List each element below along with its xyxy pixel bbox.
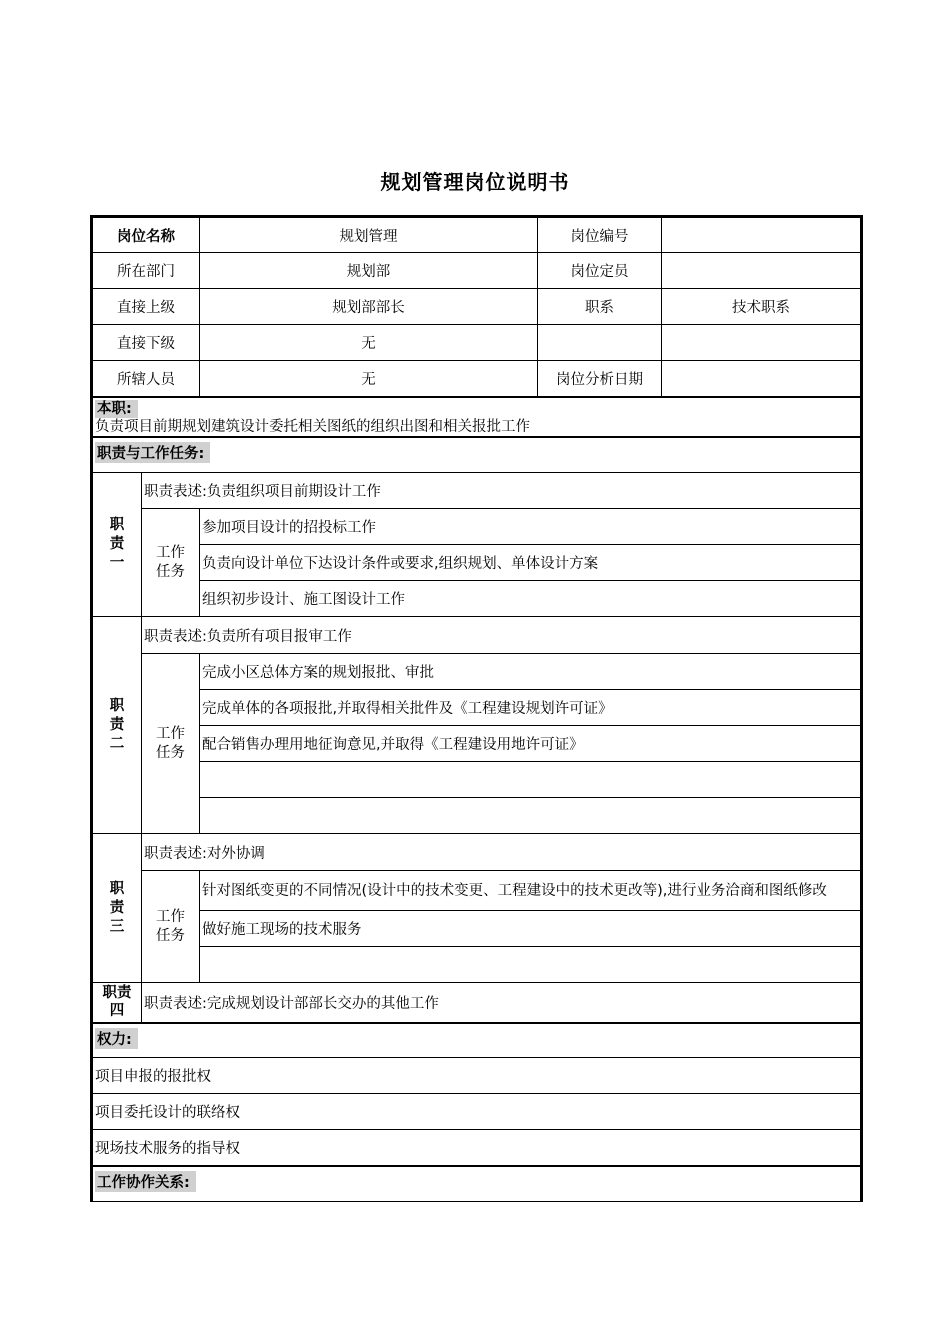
position-code-label: 岗位编号: [538, 217, 662, 253]
basic-duty-row: [92, 397, 862, 437]
duty-2-task-1: 完成小区总体方案的规划报批、审批: [200, 654, 862, 690]
authority-row: [92, 1130, 862, 1166]
task-label-text: 工作任务: [156, 908, 185, 944]
task-label-text: 工作任务: [156, 544, 185, 580]
responsibilities-header-row: [92, 437, 862, 473]
duty-2-task-4: [200, 762, 862, 798]
duty-1-task-3: 组织初步设计、施工图设计工作: [200, 581, 862, 617]
duty-3-task-1: 针对图纸变更的不同情况(设计中的技术变更、工程建设中的技术更改等),进行业务洽商和图纸修改: [200, 871, 862, 911]
duty-2-label: [92, 617, 142, 834]
duty-4-label: [92, 983, 142, 1023]
task-row: [92, 654, 862, 690]
task-row: [92, 947, 862, 983]
basic-duty-text: 负责项目前期规划建筑设计委托相关图纸的组织出图和相关报批工作: [95, 418, 530, 435]
info-row: [92, 289, 862, 325]
duty-3-desc: 职责表述:对外协调: [142, 834, 862, 871]
task-label-text: 工作任务: [156, 725, 185, 761]
authority-item-3: 现场技术服务的指导权: [92, 1130, 862, 1166]
duty-3-task-2: 做好施工现场的技术服务: [200, 911, 862, 947]
staff-value: 无: [200, 361, 538, 397]
task-row: [92, 509, 862, 545]
position-name-label: 岗位名称: [92, 217, 200, 253]
duty-2-desc: 职责表述:负责所有项目报审工作: [142, 617, 862, 654]
task-row: [92, 911, 862, 947]
task-row: [92, 798, 862, 834]
duty-1-label: [92, 473, 142, 617]
duty-desc-row: [92, 834, 862, 871]
job-description-form: [90, 215, 863, 1202]
task-row: [92, 581, 862, 617]
direct-subordinate-value: 无: [200, 325, 538, 361]
duty-desc-row: [92, 617, 862, 654]
position-name-value: 规划管理: [200, 217, 538, 253]
authority-item-1: 项目申报的报批权: [92, 1058, 862, 1094]
info-row: [92, 361, 862, 397]
duty-4-desc: 职责表述:完成规划设计部部长交办的其他工作: [142, 983, 862, 1023]
department-value: 规划部: [200, 253, 538, 289]
analysis-date-value: [662, 361, 862, 397]
direct-subordinate-label: 直接下级: [92, 325, 200, 361]
duty-2-task-3: 配合销售办理用地征询意见,并取得《工程建设用地许可证》: [200, 726, 862, 762]
duty-3-label: [92, 834, 142, 983]
headcount-value: [662, 253, 862, 289]
duty-3-label-text: 职责三: [109, 880, 125, 935]
basic-duty-label: 本职:: [95, 400, 138, 418]
analysis-date-label: 岗位分析日期: [538, 361, 662, 397]
duty-3-task-label: [142, 871, 200, 983]
duty-1-label-text: 职责一: [109, 517, 125, 571]
job-family-value: 技术职系: [662, 289, 862, 325]
authority-item-2: 项目委托设计的联络权: [92, 1094, 862, 1130]
direct-superior-label: 直接上级: [92, 289, 200, 325]
duty-1-task-1: 参加项目设计的招投标工作: [200, 509, 862, 545]
task-row: [92, 545, 862, 581]
duty-desc-row: [92, 473, 862, 509]
document-title: 规划管理岗位说明书: [380, 170, 570, 194]
duty-desc-row: [92, 983, 862, 1023]
duty-1-desc: 职责表述:负责组织项目前期设计工作: [142, 473, 862, 509]
task-row: [92, 690, 862, 726]
duty-1-task-2: 负责向设计单位下达设计条件或要求,组织规划、单体设计方案: [200, 545, 862, 581]
info-row: [92, 325, 862, 361]
task-row: [92, 871, 862, 911]
task-row: [92, 762, 862, 798]
relations-label: 工作协作关系:: [95, 1171, 196, 1192]
info-row: [92, 253, 862, 289]
department-label: 所在部门: [92, 253, 200, 289]
direct-superior-value: 规划部部长: [200, 289, 538, 325]
authority-row: [92, 1094, 862, 1130]
task-row: [92, 726, 862, 762]
responsibilities-label: 职责与工作任务:: [95, 442, 210, 463]
staff-label: 所辖人员: [92, 361, 200, 397]
duty-3-task-3: [200, 947, 862, 983]
duty-4-label-text: 职责四: [102, 985, 132, 1020]
info-row: [92, 217, 862, 253]
authority-label: 权力:: [95, 1028, 138, 1049]
duty-2-task-2: 完成单体的各项报批,并取得相关批件及《工程建设规划许可证》: [200, 690, 862, 726]
authority-header-row: [92, 1023, 862, 1058]
duty-2-task-5: [200, 798, 862, 834]
duty-2-label-text: 职责二: [109, 697, 125, 752]
empty-label-cell: [538, 325, 662, 361]
empty-value-cell: [662, 325, 862, 361]
duty-2-task-label: [142, 654, 200, 834]
position-code-value: [662, 217, 862, 253]
relations-header-row: [92, 1166, 862, 1202]
authority-row: [92, 1058, 862, 1094]
duty-1-task-label: [142, 509, 200, 617]
job-family-label: 职系: [538, 289, 662, 325]
headcount-label: 岗位定员: [538, 253, 662, 289]
